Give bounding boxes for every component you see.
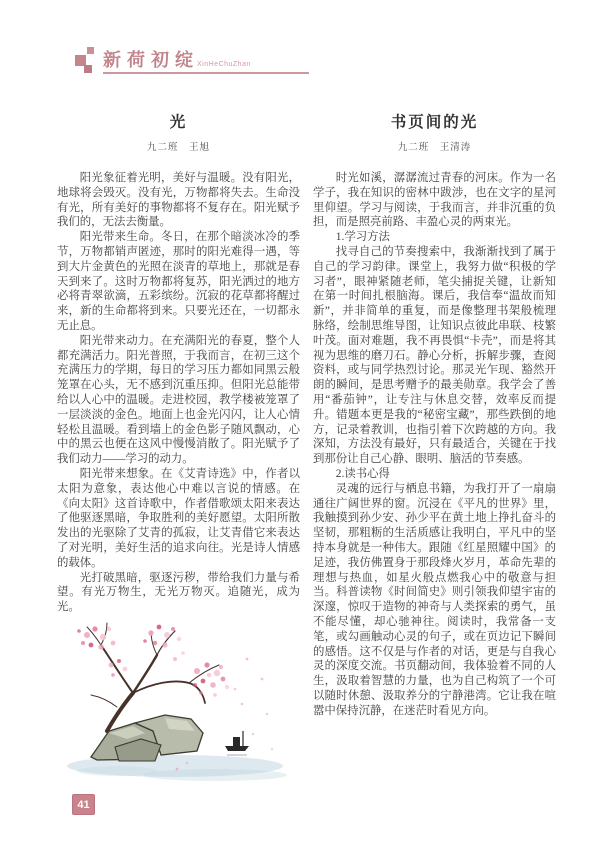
brand-title: 新荷初绽 — [103, 50, 199, 70]
brand-logo-icon — [75, 46, 99, 74]
article-paragraph: 光打破黑暗，驱逐污秽，带给我们力量与希望。有光万物生，无光万物灭。追随光，成为光。 — [57, 571, 300, 614]
article-title: 书页间的光 — [390, 114, 479, 131]
section-heading: 2.读书心得 — [335, 467, 390, 480]
plum-blossom-illustration — [57, 619, 300, 791]
magazine-header — [75, 46, 309, 74]
article-title: 光 — [169, 114, 188, 131]
brand-lockup — [103, 51, 309, 74]
page-number-badge: 41 — [72, 794, 95, 815]
article-paragraph: 灵魂的远行与栖息书籍，为我打开了一扇扇通往广阔世界的窗。沉浸在《平凡的世界》里，我触摸到孙少安、孙少平在黄土地上挣扎奋斗的坚韧，那粗粝的生活质感让我明白，平凡中的坚持本身就是一种伟大。跟随《红星照耀中国》的足迹，我仿佛置身于那段烽火岁月，革命先辈的理想与热血，如星火般点燃我心中的敬意与担当。科普读物《时间简史》则引领我仰望宇宙的深邃，惊叹于造物的神奇与人类探索的勇气，虽不能尽懂，却心驰神往。阅读时，我常备一支笔，或勾画触动心灵的句子，或在页边记下瞬间的感悟。这不仅是与作者的对话，更是与自我心灵的深度交流。书页翻动间，我体验着不同的人生，汲取着智慧的力量，也为自己构筑了一个可以随时休憩、汲取养分的宁静港湾。它让我在喧嚣中保持沉静，在迷茫时看见方向。 — [313, 482, 556, 717]
article-left — [57, 96, 300, 791]
article-paragraph: 阳光带来想象。在《艾青诗选》中，作者以太阳为意象，表达他心中难以言说的情感。在《向太阳》这首诗歌中，作者借歌颂太阳来表达了他驱逐黑暗，争取胜利的美好愿望。太阳所散发出的光驱除了艾青的孤寂，让艾青借它来表达了对光明，美好生活的追求向往。光是诗人情感的载体。 — [57, 467, 300, 569]
article-author: 九二班 王旭 — [146, 143, 210, 153]
article-paragraph: 阳光带来生命。冬日，在那个暗淡冰冷的季节，万物都销声匿迹，那时的阳光难得一遇，等到大片金黄色的光照在淡青的草地上，那就是春天到来了。这时万物都将复苏，阳光洒过的地方必将青翠欲滴，五彩缤纷。沉寂的花草都将醒过来，新的生命都将到来。只要光还在，一切都永无止息。 — [57, 231, 300, 332]
section-heading: 1.学习方法 — [335, 231, 390, 244]
article-right — [313, 96, 556, 791]
brand-subtitle: XinHeChuZhan — [197, 61, 251, 68]
article-paragraph: 阳光象征着光明，美好与温暖。没有阳光，地球将会毁灭。没有光，万物都将失去。生命没有光，所有美好的事物都将不复存在。阳光赋予我们的，无法去衡量。 — [57, 172, 300, 229]
page-content — [57, 96, 556, 791]
boat-silhouette — [225, 731, 249, 755]
article-author: 九二班 王清涛 — [397, 143, 472, 153]
article-paragraph: 找寻自己的节奏搜索中，我渐渐找到了属于自己的学习韵律。课堂上，我努力做“积极的学习者”，眼神紧随老师，笔尖捕捉关键，让新知在第一时间扎根脑海。课后，我信奉“温故而知新”，并非简单的重复，而是像整理书架般梳理脉络，绘制思维导图，让知识点彼此串联、枝繁叶茂。面对难题，我不再畏惧“卡壳”，而是将其视为思维的磨刀石。静心分析，拆解步骤，查阅资料，或与同学热烈讨论。那灵光乍现、豁然开朗的瞬间，是思考赠予的最美勋章。我学会了善用“番茄钟”，让专注与休息交替，效率反而提升。错题本更是我的“秘密宝藏”，那些跌倒的地方，记录着教训，也指引着下次跨越的方向。我深知，方法没有最好，只有最适合，关键在于找到那份让自己心静、眼明、脑活的节奏感。 — [313, 245, 556, 466]
article-paragraph: 时光如溪，潺潺流过青春的河床。作为一名学子，我在知识的密林中跋涉，也在文字的星河里仰望。学习与阅读，于我而言，并非沉重的负担，而是照亮前路、丰盈心灵的两束光。 — [313, 172, 556, 229]
article-paragraph: 阳光带来动力。在充满阳光的春夏，整个人都充满活力。阳光普照，于我而言，在初三这个充满压力的学期，每日的学习压力都如同黑云般笼罩在心头，无不感到沉重压抑。但阳光总能带给以人心中的温暖。走进校园，教学楼被笼罩了一层淡淡的金色。地面上也金光闪闪，让人心情轻松且温暖。看到墙上的金色影子随风飘动，心中的黑云也便在这风中慢慢消散了。阳光赋予了我们动力——学习的动力。 — [57, 334, 300, 466]
